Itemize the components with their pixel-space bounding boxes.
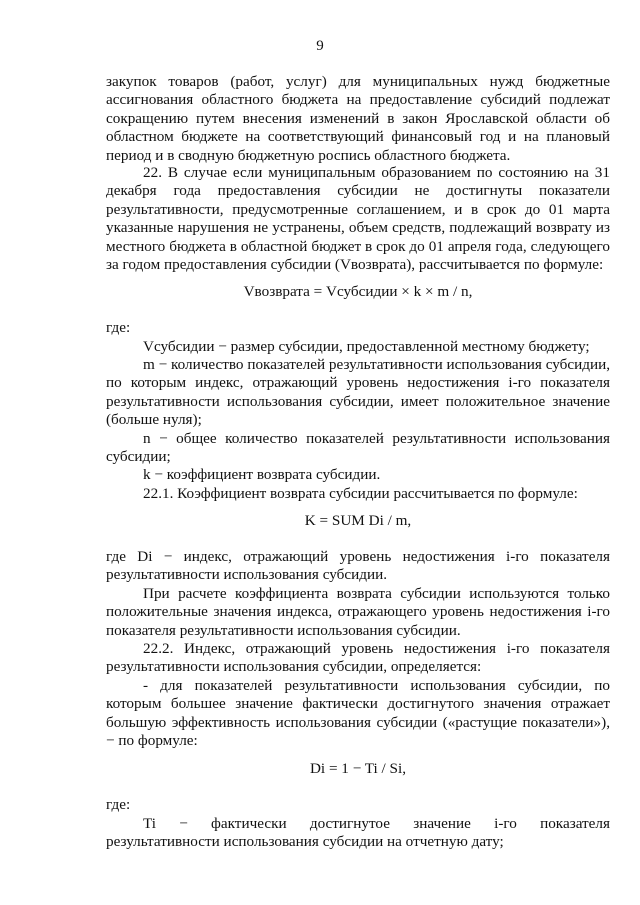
definition-n: n − общее количество показателей результативности использования субсидии; [106, 430, 610, 466]
formula-di: Di = 1 − Ti / Si, [309, 760, 407, 777]
definition-k: k − коэффициент возврата субсидии. [143, 466, 381, 483]
page-number: 9 [316, 38, 324, 54]
paragraph-growing-indicators: - для показателей результативности использования субсидии, по которым большее значение фактически достигнутого значения отражает большую эффективность использования субсидии («растущие показатели»), − по формуле: [106, 677, 610, 750]
formula-refund-volume: Vвозврата = Vсубсидии × k × m / n, [243, 283, 473, 300]
formula-k: K = SUM Di / m, [304, 512, 412, 529]
paragraph-22: 22. В случае если муниципальным образованием по состоянию на 31 декабря года предоставления субсидии не достигнуты показатели результативности, предусмотренные соглашением, и в срок до 01 марта указанные нарушения не устранены, объем средств, подлежащий возврату из местного бюджета в областной бюджет в срок до 01 апреля года, следующего за годом предоставления субсидии (Vвозврата), рассчитывается по формуле: [106, 164, 610, 274]
where-label: где: [106, 319, 131, 336]
paragraph-22-1: 22.1. Коэффициент возврата субсидии рассчитывается по формуле: [143, 485, 578, 502]
paragraph-budget-reduction: закупок товаров (работ, услуг) для муниципальных нужд бюджетные ассигнования областного бюджета на предоставление субсидий подлежат сокращению путем внесения изменений в закон Ярославской области об областном бюджете на соответствующий финансовый год и на плановый период и в сводную бюджетную роспись областного бюджета. [106, 73, 610, 164]
definition-di: где Di − индекс, отражающий уровень недостижения i-го показателя результативности использования субсидии. [106, 548, 610, 584]
definition-vsubsidy: Vсубсидии − размер субсидии, предоставленной местному бюджету; [143, 338, 590, 355]
paragraph-22-2: 22.2. Индекс, отражающий уровень недостижения i-го показателя результативности использования субсидии, определяется: [106, 640, 610, 676]
paragraph-positive-values: При расчете коэффициента возврата субсидии используются только положительные значения индекса, отражающего уровень недостижения i-го показателя результативности использования субсидии. [106, 585, 610, 639]
definition-ti: Ti − фактически достигнутое значение i-го показателя результативности использования субсидии на отчетную дату; [106, 815, 610, 851]
definition-m: m − количество показателей результативности использования субсидии, по которым индекс, отражающий уровень недостижения i-го показателя результативности использования субсидии, имеет положительное значение (больше нуля); [106, 356, 610, 429]
where-label-2: где: [106, 796, 131, 813]
